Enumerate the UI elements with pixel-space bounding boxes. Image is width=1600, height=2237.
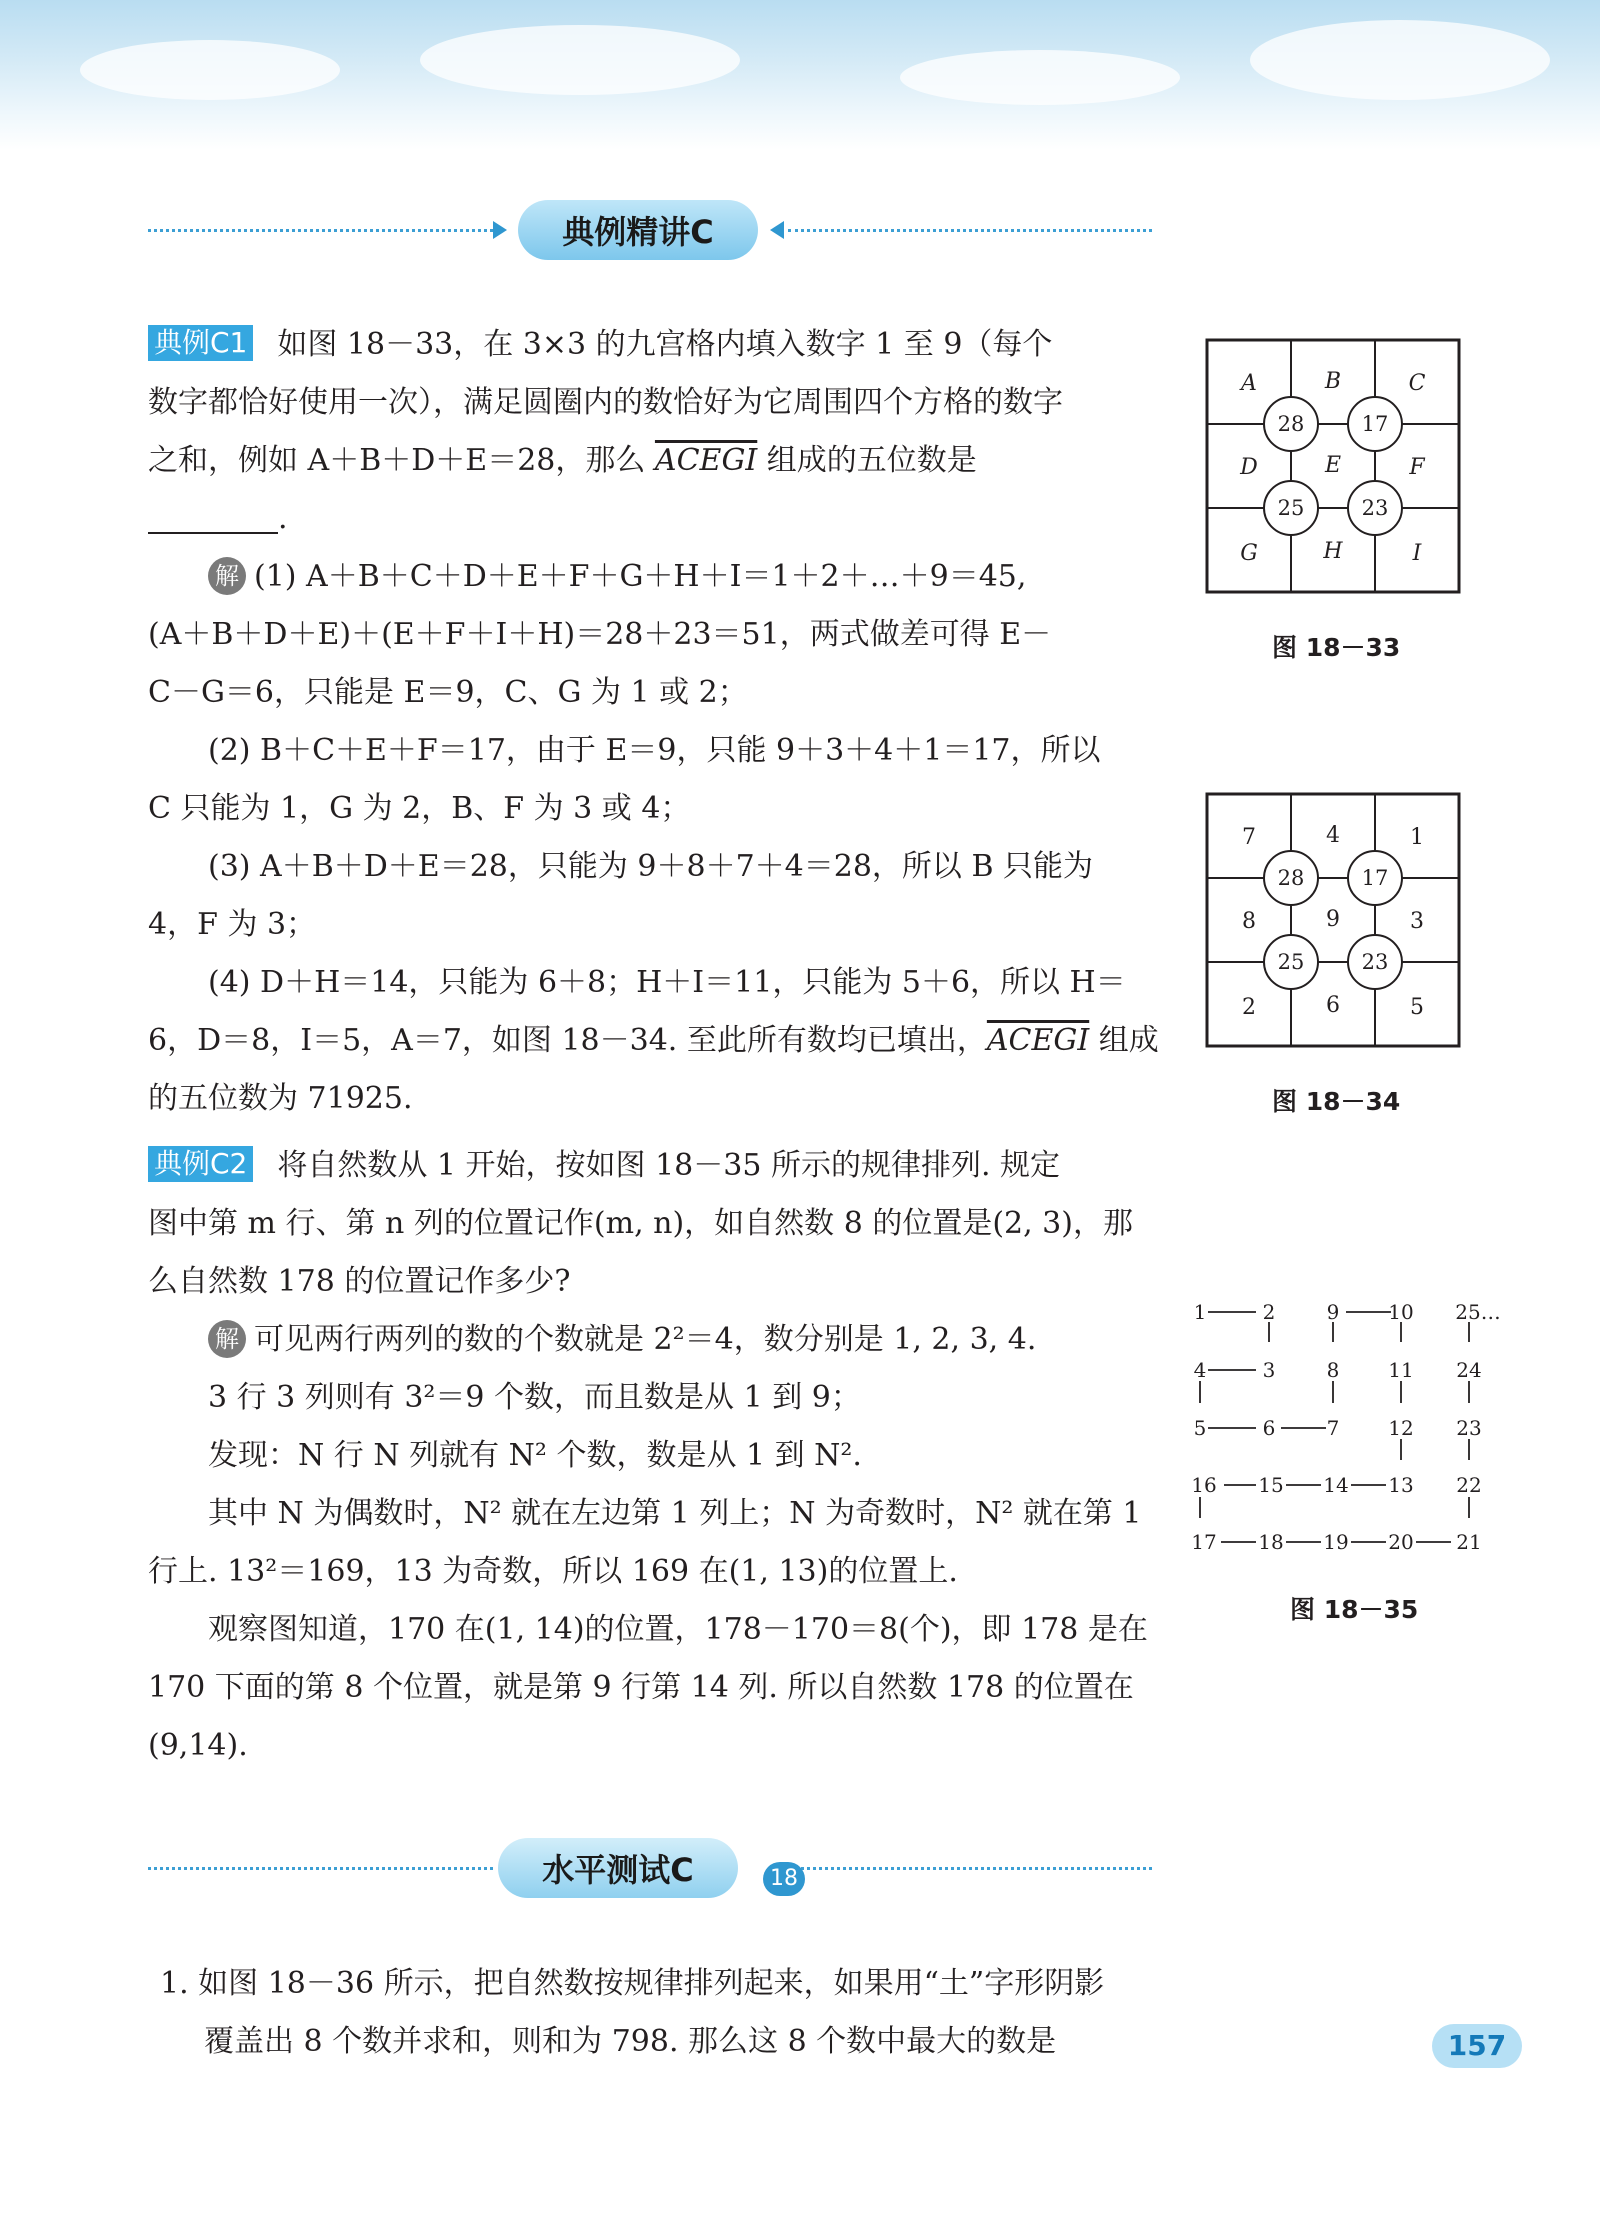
example-c1-solution-last: 的五位数为 71925. (148, 1081, 413, 1116)
arrow-right-icon (493, 221, 507, 239)
example-c2-problem-3: 么自然数 178 的位置记作多少? (148, 1264, 571, 1299)
example-c1-tag: 典例C1 (148, 325, 253, 361)
spiral-num-16: 16 (1191, 1473, 1217, 1497)
question-1-line-1: 1. 如图 18－36 所示，把自然数按规律排列起来，如果用“土”字形阴影 (160, 1966, 1105, 2001)
answer-blank-end: . (278, 501, 288, 536)
question-1 (160, 1955, 1170, 2071)
spiral-num-12: 12 (1388, 1416, 1414, 1440)
grid34-cell-8: 6 (1326, 993, 1340, 1018)
example-c1-problem-3: 之和，例如 A＋B＋D＋E＝28，那么 (148, 443, 646, 478)
example-c2-solution-5: 行上. 13²＝169，13 为奇数，所以 169 在(1, 13)的位置上. (148, 1554, 958, 1589)
example-c1-line-1 (148, 316, 1158, 374)
dotted-rule-left (148, 1867, 493, 1870)
spiral-num-17: 17 (1191, 1530, 1217, 1554)
spiral-num-6: 6 (1262, 1416, 1276, 1440)
overline-number-acegi: ACEGI (654, 443, 758, 478)
example-c1-solution-1: (1) A＋B＋C＋D＋E＋F＋G＋H＋I＝1＋2＋…＋9＝45, (254, 559, 1027, 594)
spiral-num-5: 5 (1193, 1416, 1207, 1440)
example-c2-solution-8: (9,14). (148, 1728, 248, 1763)
grid33-circle-1: 28 (1277, 412, 1305, 436)
example-c2-problem-1: 将自然数从 1 开始，按如图 18－35 所示的规律排列. 规定 (277, 1148, 1061, 1183)
example-c2-problem-2: 图中第 m 行、第 n 列的位置记作(m, n)，如自然数 8 的位置是(2, 3)，那 (148, 1206, 1133, 1241)
header-sky-banner (0, 0, 1600, 150)
grid33-cell-g: G (1240, 541, 1258, 566)
answer-blank (148, 492, 278, 534)
example-c1-problem-2: 数字都恰好使用一次），满足圆圈内的数恰好为它周围四个方格的数字 (148, 385, 1063, 420)
example-c2-tag: 典例C2 (148, 1146, 253, 1182)
grid33-circle-2: 17 (1361, 412, 1389, 436)
figure-18-34-grid (1205, 792, 1465, 1052)
spiral-num-3: 3 (1262, 1358, 1276, 1382)
grid33-cell-c: C (1408, 371, 1426, 396)
grid34-circle-4: 23 (1361, 950, 1389, 974)
example-c1-solution-6: (3) A＋B＋D＋E＝28，只能为 9＋8＋7＋4＝28，所以 B 只能为 (208, 849, 1094, 884)
example-c2-solution-1-row (148, 1311, 1158, 1369)
arrow-left-icon (770, 221, 784, 239)
example-c1-solution-1-row (148, 548, 1158, 606)
grid33-cell-b: B (1324, 369, 1342, 394)
example-c1-solution-tail: 组成 (1089, 1023, 1159, 1058)
spiral-num-19: 19 (1323, 1530, 1349, 1554)
section-header-test (148, 1838, 1152, 1898)
grid34-cell-1: 7 (1242, 825, 1256, 850)
spiral-num-23: 23 (1456, 1416, 1482, 1440)
section-title: 典例精讲C (518, 200, 758, 260)
grid34-circle-1: 28 (1277, 866, 1305, 890)
spiral-num-7: 7 (1326, 1416, 1340, 1440)
grid33-cell-i: I (1412, 541, 1422, 566)
example-c1-problem-tail: 组成的五位数是 (757, 443, 977, 478)
grid33-cell-h: H (1323, 539, 1343, 564)
grid33-cell-f: F (1409, 455, 1425, 480)
grid34-cell-4: 8 (1242, 909, 1256, 934)
spiral-num-1: 1 (1193, 1300, 1207, 1324)
answer-blank-line (148, 490, 1158, 548)
example-c1-solution-7: 4，F 为 3； (148, 907, 317, 942)
grid34-circle-3: 25 (1277, 950, 1305, 974)
dotted-rule-right (788, 229, 1152, 232)
spiral-num-10: 10 (1388, 1300, 1414, 1324)
spiral-num-24: 24 (1456, 1358, 1482, 1382)
example-c2-solution-7: 170 下面的第 8 个位置，就是第 9 行第 14 列. 所以自然数 178 的位置在 (148, 1670, 1134, 1705)
grid34-cell-2: 4 (1326, 823, 1340, 848)
spiral-num-2: 2 (1262, 1300, 1276, 1324)
section-header-examples (148, 200, 1152, 260)
grid34-cell-3: 1 (1410, 825, 1424, 850)
dotted-rule-left (148, 229, 493, 232)
spiral-num-18: 18 (1258, 1530, 1284, 1554)
grid34-cell-7: 2 (1242, 995, 1256, 1020)
grid33-cell-a: A (1241, 371, 1257, 396)
example-c1-line-3 (148, 432, 1158, 490)
figure-18-35-caption: 图 18－35 (1290, 1595, 1419, 1624)
figure-18-33-caption: 图 18－33 (1272, 633, 1401, 662)
spiral-num-11: 11 (1388, 1358, 1414, 1382)
grid33-circle-3: 25 (1277, 496, 1305, 520)
spiral-num-22: 22 (1456, 1473, 1482, 1497)
grid34-circle-2: 17 (1361, 866, 1389, 890)
spiral-num-9: 9 (1326, 1300, 1340, 1324)
example-c1-problem-1: 如图 18－33，在 3×3 的九宫格内填入数字 1 至 9（每个 (277, 327, 1053, 362)
solution-badge-c1: 解 (208, 557, 246, 595)
example-c2-solution-2: 3 行 3 列则有 3²＝9 个数，而且数是从 1 到 9； (208, 1380, 861, 1415)
example-c1-solution-9: 6，D＝8，I＝5，A＝7，如图 18－34. 至此所有数均已填出， (148, 1023, 987, 1058)
grid34-cell-5: 9 (1326, 907, 1340, 932)
spiral-num-15: 15 (1258, 1473, 1284, 1497)
example-c1-solution-5: C 只能为 1，G 为 2，B、F 为 3 或 4； (148, 791, 691, 826)
grid34-cell-9: 5 (1410, 995, 1424, 1020)
grid33-cell-e: E (1324, 453, 1342, 478)
example-c2-solution-3: 发现：N 行 N 列就有 N² 个数，数是从 1 到 N². (208, 1438, 862, 1473)
example-c2-solution-6: 观察图知道，170 在(1, 14)的位置，178－170＝8(个)，即 178 是在 (208, 1612, 1148, 1647)
dotted-rule-right (778, 1867, 1152, 1870)
example-c1-solution-8: (4) D＋H＝14，只能为 6＋8；H＋I＝11，只能为 5＋6，所以 H＝ (208, 965, 1126, 1000)
figure-18-34-caption: 图 18－34 (1272, 1087, 1401, 1116)
spiral-num-13: 13 (1388, 1473, 1414, 1497)
spiral-num-8: 8 (1326, 1358, 1340, 1382)
section-title: 水平测试C (498, 1838, 738, 1898)
grid33-circle-4: 23 (1361, 496, 1389, 520)
spiral-num-20: 20 (1388, 1530, 1414, 1554)
grid34-cell-6: 3 (1410, 909, 1424, 934)
example-c1 (148, 316, 1158, 1128)
spiral-num-21: 21 (1456, 1530, 1482, 1554)
overline-number-acegi-2: ACEGI (986, 1023, 1090, 1058)
example-c2 (148, 1137, 1158, 1775)
grid33-cell-d: D (1240, 455, 1258, 480)
example-c1-solution-3: C－G＝6，只能是 E＝9，C、G 为 1 或 2； (148, 675, 748, 710)
example-c2-solution-4: 其中 N 为偶数时，N² 就在左边第 1 列上；N 为奇数时，N² 就在第 1 (208, 1496, 1142, 1531)
spiral-num-14: 14 (1323, 1473, 1349, 1497)
spiral-num-25: 25… (1455, 1300, 1501, 1324)
example-c1-solution-2: (A＋B＋D＋E)＋(E＋F＋I＋H)＝28＋23＝51，两式做差可得 E－ (148, 617, 1052, 652)
chapter-badge: 18 (763, 1862, 805, 1896)
example-c1-solution-4: (2) B＋C＋E＋F＝17，由于 E＝9，只能 9＋3＋4＋1＝17，所以 (208, 733, 1101, 768)
page-number: 157 (1432, 2024, 1522, 2068)
figure-18-35-spiral (1186, 1290, 1506, 1560)
figure-18-33-grid (1205, 338, 1465, 598)
solution-badge-c2: 解 (208, 1320, 246, 1358)
example-c1-solution-9-row (148, 1012, 1158, 1070)
example-c2-solution-1: 可见两行两列的数的个数就是 2²＝4，数分别是 1, 2, 3, 4. (254, 1322, 1037, 1357)
question-1-line-2: 覆盖出 8 个数并求和，则和为 798. 那么这 8 个数中最大的数是 (204, 2024, 1057, 2059)
spiral-num-4: 4 (1193, 1358, 1207, 1382)
example-c2-line-1 (148, 1137, 1158, 1195)
